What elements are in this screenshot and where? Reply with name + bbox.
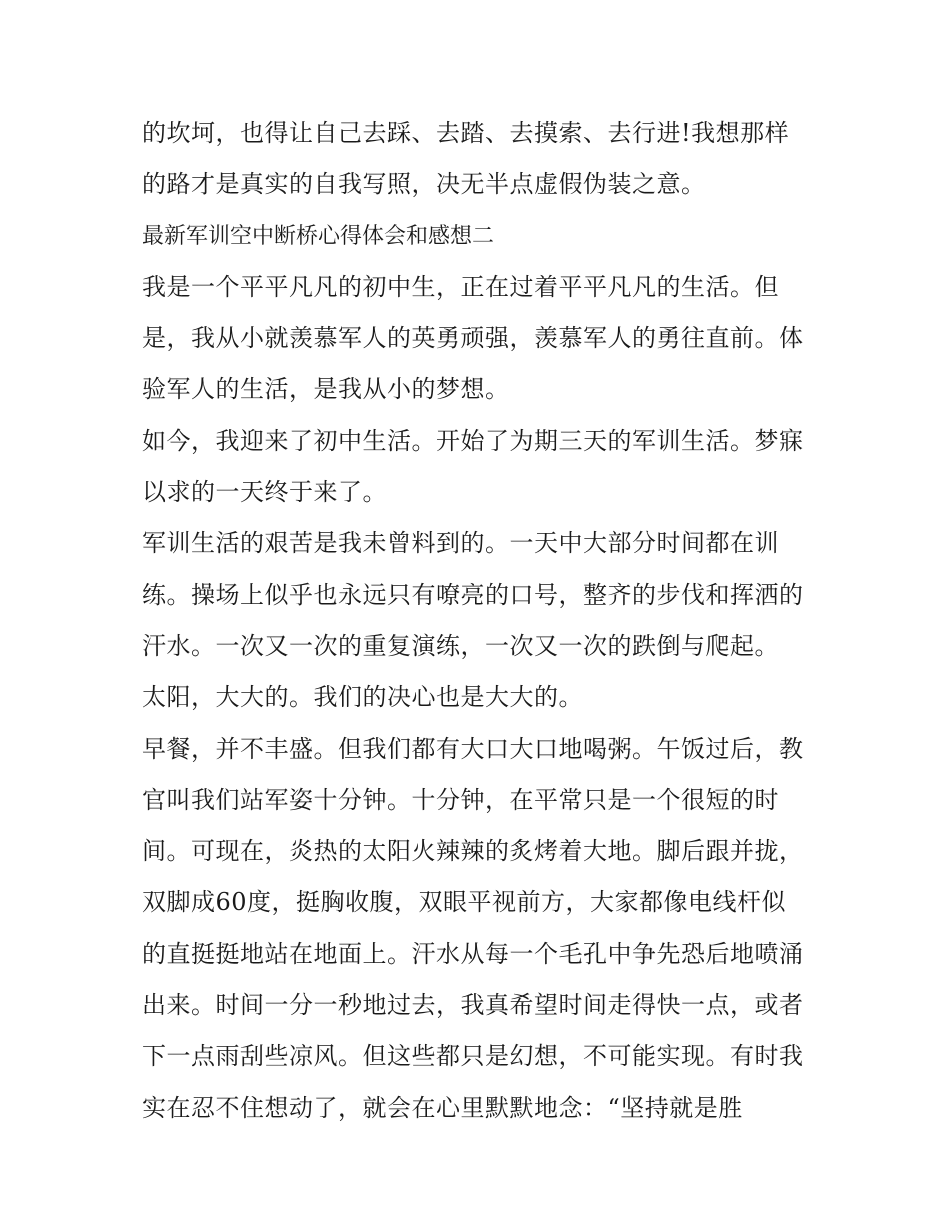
text-line: 军训生活的艰苦是我未曾料到的。一天中大部分时间都在训 xyxy=(142,529,779,558)
text-line: 以求的一天终于来了。 xyxy=(142,478,387,507)
text-line: 实在忍不住想动了，就会在心里默默地念：“坚持就是胜 xyxy=(142,1093,743,1122)
text-line: 间。可现在，炎热的太阳火辣辣的炙烤着大地。脚后跟并拢， xyxy=(142,837,804,866)
text-line: 是，我从小就羡慕军人的英勇顽强，羡慕军人的勇往直前。体 xyxy=(142,324,804,353)
text-line: 下一点雨刮些凉风。但这些都只是幻想，不可能实现。有时我 xyxy=(142,1042,804,1071)
text-line: 验军人的生活，是我从小的梦想。 xyxy=(142,375,510,404)
article-body xyxy=(142,108,822,1134)
text-line: 的直挺挺地站在地面上。汗水从每一个毛孔中争先恐后地喷涌 xyxy=(142,939,804,968)
text-line: 如今，我迎来了初中生活。开始了为期三天的军训生活。梦寐 xyxy=(142,426,804,455)
text-line: 早餐，并不丰盛。但我们都有大口大口地喝粥。午饭过后，教 xyxy=(142,734,804,763)
text-line: 的坎坷，也得让自己去踩、去踏、去摸索、去行进!我想那样 xyxy=(142,119,790,147)
text-line: 汗水。一次又一次的重复演练，一次又一次的跌倒与爬起。 xyxy=(142,631,779,660)
text-line: 出来。时间一分一秒地过去，我真希望时间走得快一点，或者 xyxy=(142,991,804,1020)
text-line: 我是一个平平凡凡的初中生，正在过着平平凡凡的生活。但 xyxy=(142,272,779,301)
section-heading: 最新军训空中断桥心得体会和感想二 xyxy=(142,223,495,249)
text-line: 练。操场上似乎也永远只有嘹亮的口号，整齐的步伐和挥洒的 xyxy=(142,580,804,609)
text-line: 官叫我们站军姿十分钟。十分钟，在平常只是一个很短的时 xyxy=(142,785,779,814)
text-line: 双脚成60度，挺胸收腹，双眼平视前方，大家都像电线杆似 xyxy=(142,888,787,917)
text-line: 的路才是真实的自我写照，决无半点虚假伪装之意。 xyxy=(142,170,706,199)
text-line: 太阳，大大的。我们的决心也是大大的。 xyxy=(142,683,583,712)
